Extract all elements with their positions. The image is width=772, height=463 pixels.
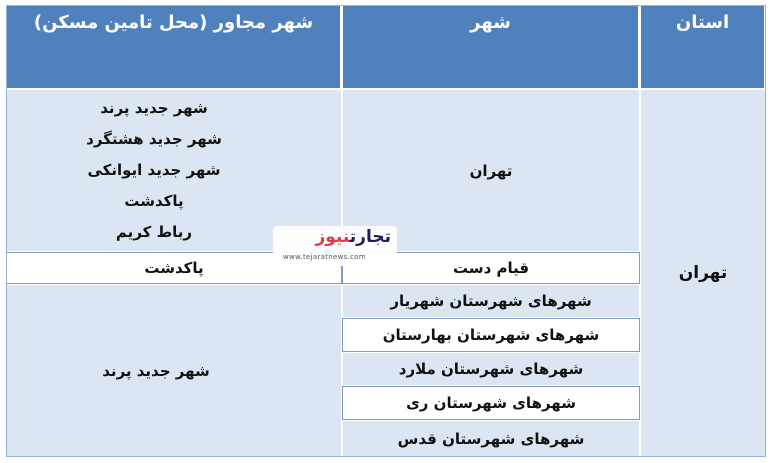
county-city-row: شهرهای شهرستان شهریار — [342, 284, 640, 318]
neighbor-item: پاکدشت — [124, 192, 184, 210]
neighbor-item: شهر جدید پرند — [100, 99, 208, 117]
county-city-row: شهرهای شهرستان بهارستان — [342, 318, 640, 352]
watermark-url: www.tejaratnews.com — [283, 253, 366, 261]
county-city-row: شهرهای شهرستان ملارد — [342, 352, 640, 386]
county-neighbor: شهر جدید پرند — [6, 284, 342, 457]
neighbor-item: شهر جدید ایوانکی — [87, 161, 221, 179]
neighbor-qiyam-dast: پاکدشت — [6, 252, 342, 284]
city-tehran: تهران — [342, 89, 640, 252]
city-qiyam-dast: قیام دست — [342, 252, 640, 284]
county-city-row: شهرهای شهرستان قدس — [342, 420, 640, 457]
header-city: شهر — [342, 5, 640, 89]
watermark-part1: تجارت — [349, 227, 391, 247]
header-province: استان — [640, 5, 766, 89]
header-neighbor-city: شهر مجاور (محل تامین مسکن) — [6, 5, 342, 89]
neighbor-item: رباط کریم — [115, 223, 193, 241]
watermark-title — [315, 227, 391, 247]
watermark-logo — [273, 226, 397, 266]
neighbor-item: شهر جدید هشتگرد — [86, 130, 222, 148]
county-city-row: شهرهای شهرستان ری — [342, 386, 640, 420]
watermark-part2: نیوز — [315, 227, 350, 247]
province-tehran: تهران — [640, 89, 766, 457]
